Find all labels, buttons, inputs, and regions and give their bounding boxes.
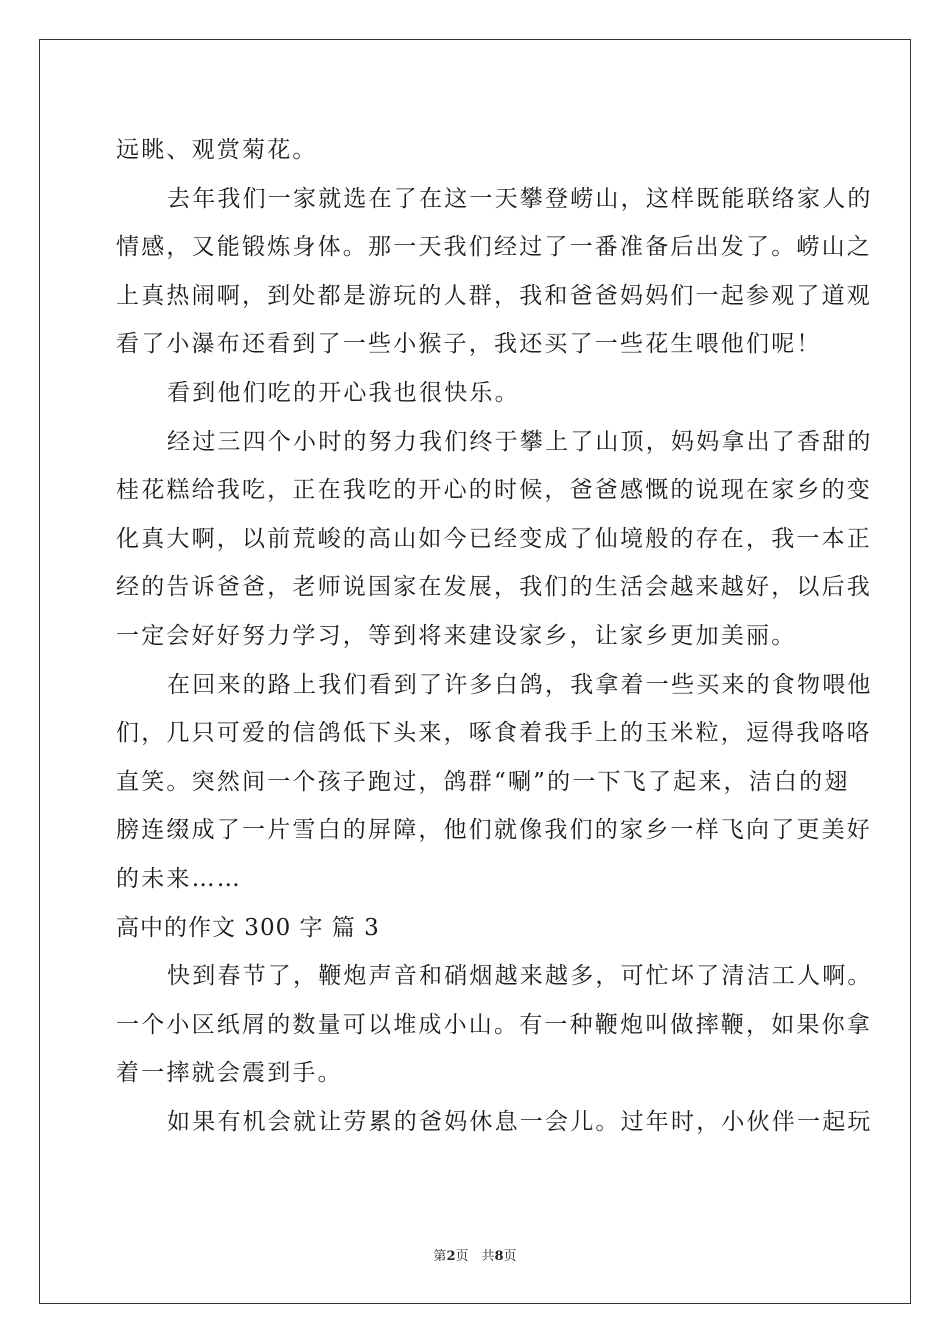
- text-line: 的未来……: [116, 865, 242, 892]
- text-line: 看了小瀑布还看到了一些小猴子，我还买了一些花生喂他们呢！: [116, 331, 822, 358]
- text-line: 经过三四个小时的努力我们终于攀上了山顶，妈妈拿出了香甜的: [167, 428, 873, 455]
- text-line: 们，几只可爱的信鸽低下头来，啄食着我手上的玉米粒，逗得我咯咯: [116, 720, 872, 747]
- page-prefix: 第: [433, 1249, 447, 1264]
- text-line: 快到春节了，鞭炮声音和硝烟越来越多，可忙坏了清洁工人啊。: [167, 963, 873, 990]
- text-line: 如果有机会就让劳累的爸妈休息一会儿。过年时，小伙伴一起玩: [167, 1108, 873, 1135]
- text-line: 情感，又能锻炼身体。那一天我们经过了一番准备后出发了。崂山之: [116, 234, 872, 261]
- text-line: 远眺、观赏菊花。: [116, 137, 318, 163]
- section-heading: 高中的作文 300 字 篇 3: [116, 914, 380, 941]
- page-current: 2: [446, 1249, 456, 1264]
- text-line: 经的告诉爸爸，老师说国家在发展，我们的生活会越来越好，以后我: [116, 574, 872, 601]
- text-line: 上真热闹啊，到处都是游玩的人群，我和爸爸妈妈们一起参观了道观: [116, 282, 872, 309]
- text-line: 直笑。突然间一个孩子跑过，鸽群“唰”的一下飞了起来，洁白的翅: [116, 768, 850, 795]
- page-total: 8: [494, 1249, 504, 1264]
- text-line: 膀连缀成了一片雪白的屏障，他们就像我们的家乡一样飞向了更美好: [116, 817, 872, 844]
- text-line: 化真大啊，以前荒峻的高山如今已经变成了仙境般的存在，我一本正: [116, 525, 872, 552]
- page-suffix: 页: [503, 1249, 517, 1264]
- document-body: [116, 126, 873, 1146]
- text-line: 在回来的路上我们看到了许多白鸽，我拿着一些买来的食物喂他: [167, 671, 873, 698]
- page-footer: [0, 1245, 950, 1264]
- text-line: 一个小区纸屑的数量可以堆成小山。有一种鞭炮叫做摔鞭，如果你拿: [116, 1011, 872, 1038]
- text-line: 着一摔就会震到手。: [116, 1060, 343, 1087]
- text-line: 桂花糕给我吃，正在我吃的开心的时候，爸爸感慨的说现在家乡的变: [116, 477, 872, 504]
- page-mid: 页 共: [455, 1249, 495, 1264]
- text-line: 去年我们一家就选在了在这一天攀登崂山，这样既能联络家人的: [167, 185, 873, 212]
- text-line: 一定会好好努力学习，等到将来建设家乡，让家乡更加美丽。: [116, 622, 797, 649]
- text-line: 看到他们吃的开心我也很快乐。: [167, 379, 520, 406]
